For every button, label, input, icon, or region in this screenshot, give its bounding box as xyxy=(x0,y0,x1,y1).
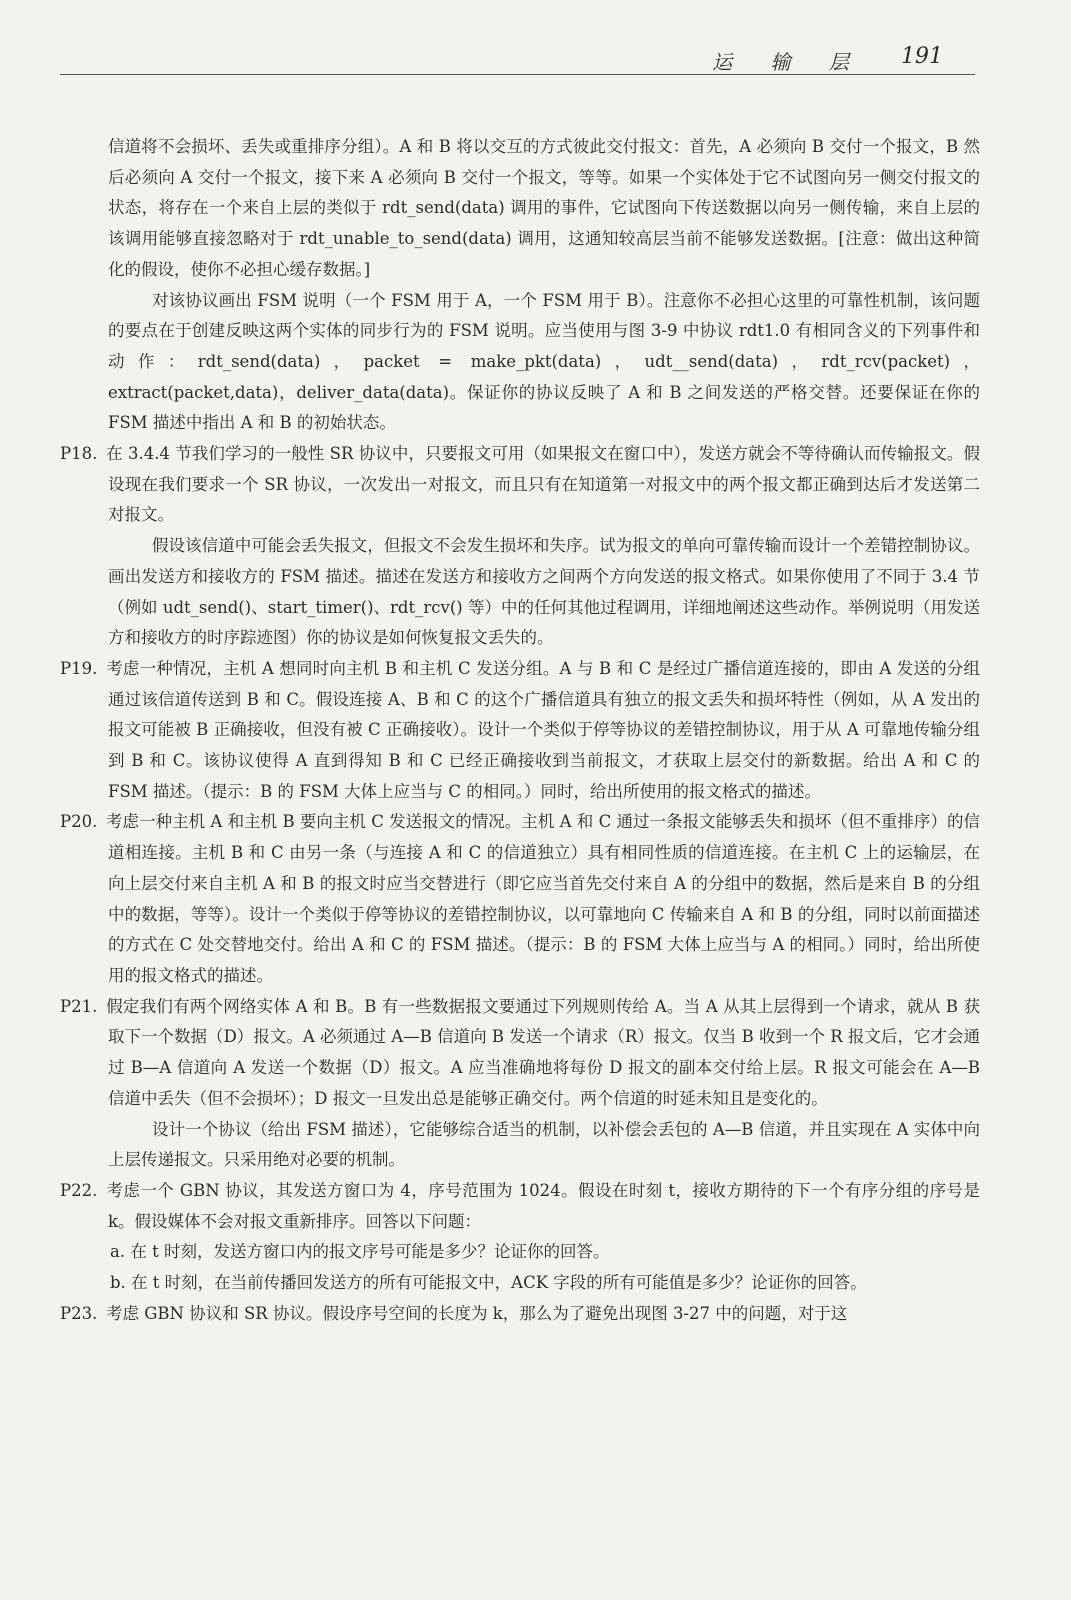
problem-continuation: 设计一个协议（给出 FSM 描述），它能够综合适当的机制，以补偿会丢包的 A—B 信道，并且实现在 A 实体中向上层传递报文。只采用绝对必要的机制。 xyxy=(108,1119,980,1170)
sub-question-b: b. 在 t 时刻，在当前传播回发送方的所有可能报文中，ACK 字段的所有可能值是多少？论证你的回答。 xyxy=(110,1273,867,1293)
problem-text: 假定我们有两个网络实体 A 和 B。B 有一些数据报文要通过下列规则传给 A。当 A 从其上层得到一个请求，就从 B 获取下一个数据（D）报文。A 必须通过 A—B 信道向 B 发送一个请求（R）报文。仅当 B 收到一个 R 报文后，它才会通过 B—A 信道向 A 发送一个数据（D）报文。A 应当准确地将每份 D 报文的副本交付给上层。R 报文可能会在 A—B 信道中丢失（但不会损坏）；D 报文一旦发出总是能够正确交付。两个信道的时延未知且是变化的。 xyxy=(106,996,980,1108)
problem-text: 考虑一种主机 A 和主机 B 要向主机 C 发送报文的情况。主机 A 和 C 通过一条报文能够丢失和损坏（但不重排序）的信道相连接。主机 B 和 C 由另一条（与连接 A 和 C 的信道独立）具有相同性质的信道连接。在主机 C 上的运输层，在向上层交付来自主机 A 和 B 的报文时应当交替进行（即它应当首先交付来自 A 的分组中的数据，然后是来自 B 的分组中的数据，等等）。设计一个类似于停等协议的差错控制协议，以可靠地向 C 传输来自 A 和 B 的分组，同时以前面描述的方式在 C 处交替地交付。给出 A 和 C 的 FSM 描述。（提示：B 的 FSM 大体上应当与 A 的相同。）同时，给出所使用的报文格式的描述。 xyxy=(106,812,980,985)
sub-question-a: a. 在 t 时刻，发送方窗口内的报文序号可能是多少？论证你的回答。 xyxy=(110,1242,610,1262)
paragraph: 对该协议画出 FSM 说明（一个 FSM 用于 A，一个 FSM 用于 B）。注意你不必担心这里的可靠性机制，该问题的要点在于创建反映这两个实体的同步行为的 FSM 说明。应当使用与图 3-9 中协议 rdt1.0 有相同含义的下列事件和动作：rdt_send(data)，packet = make_pkt(data)，udt__send(data)，rdt_rcv(packet)，extract(packet,data)，deliver_data(data)。保证你的协议反映了 A 和 B 之间发送的严格交替。还要保证在你的 FSM 描述中指出 A 和 B 的初始状态。 xyxy=(108,290,980,433)
problem-text: 考虑 GBN 协议和 SR 协议。假设序号空间的长度为 k，那么为了避免出现图 3-27 中的问题，对于这 xyxy=(106,1303,848,1323)
problem-p22 xyxy=(60,1176,980,1237)
problem-continuation: 假设该信道中可能会丢失报文，但报文不会发生损坏和失序。试为报文的单向可靠传输而设计一个差错控制协议。画出发送方和接收方的 FSM 描述。描述在发送方和接收方之间两个方向发送的报文格式。如果你使用了不同于 3.4 节（例如 udt_send()、start_timer()、rdt_rcv() 等）中的任何其他过程调用，详细地阐述这些动作。举例说明（用发送方和接收方的时序踪迹图）你的协议是如何恢复报文丢失的。 xyxy=(108,536,980,648)
problem-text: 考虑一种情况，主机 A 想同时向主机 B 和主机 C 发送分组。A 与 B 和 C 是经过广播信道连接的，即由 A 发送的分组通过该信道传送到 B 和 C。假设连接 A、B 和 C 的这个广播信道具有独立的报文丢失和损坏特性（例如，从 A 发出的报文可能被 B 正确接收，但没有被 C 正确接收）。设计一个类似于停等协议的差错控制协议，用于从 A 可靠地传输分组到 B 和 C。该协议使得 A 直到得知 B 和 C 已经正确接收到当前报文，才获取上层交付的新数据。给出 A 和 C 的 FSM 描述。（提示：B 的 FSM 大体上应当与 C 的相同。）同时，给出所使用的报文格式的描述。 xyxy=(106,658,980,801)
page-header xyxy=(60,44,975,75)
problem-label: P21. xyxy=(60,996,98,1016)
problem-p23 xyxy=(60,1299,980,1330)
problem-label: P19. xyxy=(60,658,98,678)
problem-label: P22. xyxy=(60,1180,98,1200)
problem-text: 考虑一个 GBN 协议，其发送方窗口为 4，序号范围为 1024。假设在时刻 t，接收方期待的下一个有序分组的序号是 k。假设媒体不会对报文重新排序。回答以下问题： xyxy=(106,1180,980,1231)
problem-label: P20. xyxy=(60,812,98,832)
page-number: 191 xyxy=(901,44,943,69)
problem-p19 xyxy=(60,654,980,808)
problem-p18 xyxy=(60,439,980,531)
page-body xyxy=(60,132,980,1329)
problem-label: P18. xyxy=(60,444,98,464)
problem-text: 在 3.4.4 节我们学习的一般性 SR 协议中，只要报文可用（如果报文在窗口中），发送方就会不等待确认而传输报文。假设现在我们要求一个 SR 协议，一次发出一对报文，而且只有在知道第一对报文中的两个报文都正确到达后才发送第二对报文。 xyxy=(106,444,980,525)
paragraph: 信道将不会损坏、丢失或重排序分组）。A 和 B 将以交互的方式彼此交付报文：首先，A 必须向 B 交付一个报文，B 然后必须向 A 交付一个报文，接下来 A 必须向 B 交付一个报文，等等。如果一个实体处于它不试图向另一侧交付报文的状态，将存在一个来自上层的类似于 rdt_send(data) 调用的事件，它试图向下传送数据以向另一侧传输，来自上层的该调用能够直接忽略对于 rdt_unable_to_send(data) 调用，这通知较高层当前不能够发送数据。[注意：做出这种简化的假设，使你不必担心缓存数据。] xyxy=(108,137,980,279)
running-title: 运 输 层 xyxy=(712,50,865,74)
problem-p21 xyxy=(60,992,980,1115)
problem-label: P23. xyxy=(60,1303,98,1323)
problem-p20 xyxy=(60,807,980,991)
